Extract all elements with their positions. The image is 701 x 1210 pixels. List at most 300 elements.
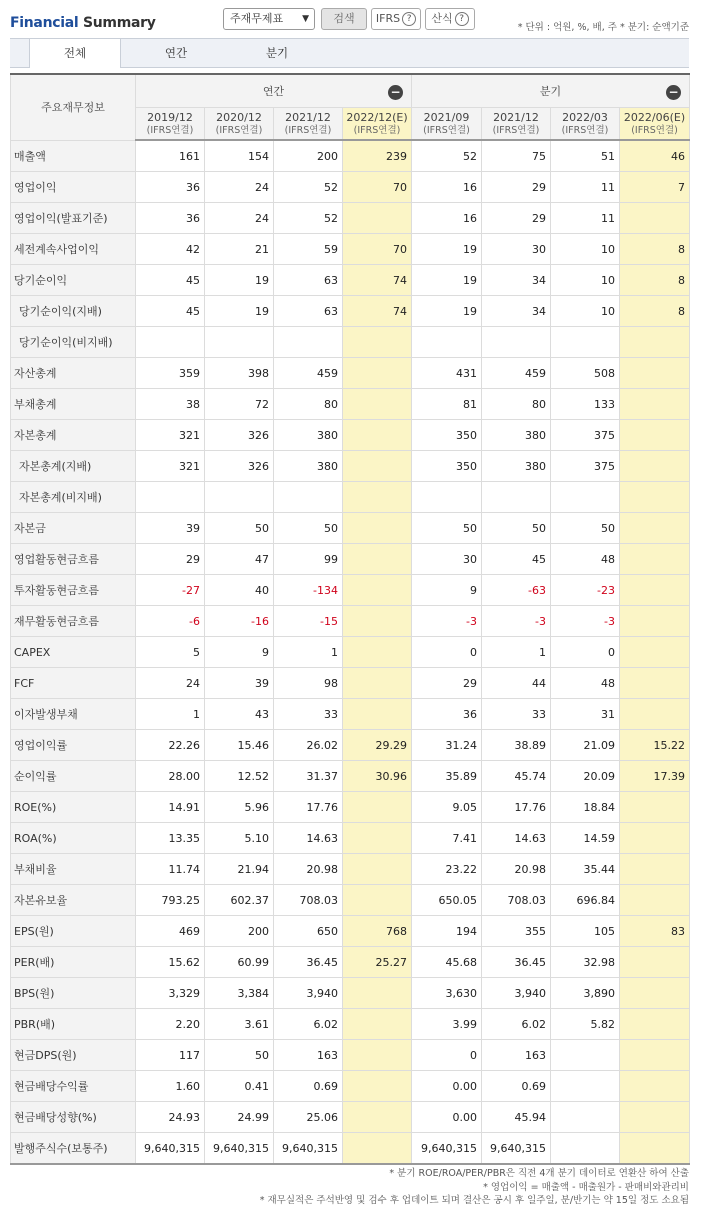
table-cell [551,482,620,513]
table-cell: 3,630 [412,978,482,1009]
table-cell: 708.03 [482,885,551,916]
table-cell [551,1133,620,1165]
table-cell: 19 [412,265,482,296]
row-label: 영업이익(발표기준) [11,203,136,234]
table-cell [620,451,690,482]
row-label: 당기순이익(지배) [11,296,136,327]
row-label: FCF [11,668,136,699]
table-row [11,699,690,730]
table-cell: 161 [136,140,205,172]
period-header [136,108,205,141]
table-cell [620,885,690,916]
period-header [620,108,690,141]
row-label: 영업활동현금흐름 [11,544,136,575]
period-header [412,108,482,141]
row-label: 자본총계(지배) [11,451,136,482]
table-row [11,730,690,761]
table-cell: 26.02 [274,730,343,761]
table-cell: 359 [136,358,205,389]
table-cell [482,327,551,358]
table-cell [343,327,412,358]
table-row [11,1071,690,1102]
table-cell: 793.25 [136,885,205,916]
table-cell: 10 [551,265,620,296]
table-cell [343,792,412,823]
table-cell: 239 [343,140,412,172]
table-cell: 10 [551,296,620,327]
table-cell: 19 [412,296,482,327]
table-row [11,327,690,358]
table-cell: 398 [205,358,274,389]
table-cell [343,544,412,575]
table-cell [343,854,412,885]
table-cell: 321 [136,451,205,482]
table-cell: 24 [205,172,274,203]
table-cell [343,420,412,451]
table-cell: 15.46 [205,730,274,761]
row-label: CAPEX [11,637,136,668]
table-cell: 63 [274,265,343,296]
table-cell [620,823,690,854]
table-cell: 380 [482,451,551,482]
table-cell: 59 [274,234,343,265]
table-cell: 19 [205,265,274,296]
period-date: 2022/12(E) [346,110,408,124]
search-button[interactable]: 검색 [321,8,367,30]
formula-label: 산식 [431,12,453,25]
table-cell: 24.99 [205,1102,274,1133]
table-cell: 20.09 [551,761,620,792]
table-cell: 19 [205,296,274,327]
table-cell: 355 [482,916,551,947]
table-cell: -6 [136,606,205,637]
table-body [11,140,690,1164]
table-cell: 20.98 [482,854,551,885]
table-cell: -134 [274,575,343,606]
table-cell [620,978,690,1009]
table-cell: 74 [343,265,412,296]
table-cell: 21 [205,234,274,265]
table-cell: 43 [205,699,274,730]
table-cell: 3,384 [205,978,274,1009]
table-cell [620,482,690,513]
table-cell [620,1040,690,1071]
table-cell: 768 [343,916,412,947]
table-row [11,420,690,451]
table-cell: 321 [136,420,205,451]
table-cell: 29 [482,203,551,234]
table-row [11,544,690,575]
table-cell [620,1133,690,1165]
table-cell [274,482,343,513]
table-cell: -15 [274,606,343,637]
top-bar [0,0,701,38]
table-cell: 163 [274,1040,343,1071]
table-cell: 98 [274,668,343,699]
table-cell: 469 [136,916,205,947]
table-cell: 34 [482,296,551,327]
table-cell [551,1040,620,1071]
table-row [11,606,690,637]
table-cell: 33 [274,699,343,730]
table-cell: 36 [136,203,205,234]
table-cell [620,513,690,544]
period-header [343,108,412,141]
table-cell: 3,940 [274,978,343,1009]
table-cell: 602.37 [205,885,274,916]
table-cell: 133 [551,389,620,420]
table-cell: 30 [412,544,482,575]
table-row [11,172,690,203]
title-summary: Summary [82,15,156,31]
row-label: 자본금 [11,513,136,544]
table-cell: 42 [136,234,205,265]
table-cell: 31 [551,699,620,730]
table-cell: 19 [412,234,482,265]
table-cell: 29 [136,544,205,575]
collapse-annual-icon[interactable]: − [388,85,403,100]
table-cell [620,203,690,234]
table-row [11,1009,690,1040]
table-cell [620,854,690,885]
row-label: 부채총계 [11,389,136,420]
table-cell: 32.98 [551,947,620,978]
table-cell [136,327,205,358]
table-cell [343,1133,412,1165]
table-cell: 1 [482,637,551,668]
table-cell: 51 [551,140,620,172]
table-cell: 50 [205,1040,274,1071]
table-cell: 7 [620,172,690,203]
statement-type-value: 주재무제표 [230,12,284,25]
table-cell: 45 [136,296,205,327]
table-cell: 35.89 [412,761,482,792]
table-cell: 30 [482,234,551,265]
table-cell: 6.02 [482,1009,551,1040]
table-cell: 1 [136,699,205,730]
period-header [274,108,343,141]
table-cell: 48 [551,544,620,575]
table-cell: 63 [274,296,343,327]
row-label: 재무활동현금흐름 [11,606,136,637]
table-cell [620,420,690,451]
table-cell: -3 [551,606,620,637]
period-basis: (IFRS연결) [146,124,194,136]
table-cell [412,327,482,358]
period-basis: (IFRS연결) [492,124,540,136]
table-cell [274,327,343,358]
table-cell: 0.69 [482,1071,551,1102]
table-cell [343,668,412,699]
table-cell: 18.84 [551,792,620,823]
table-cell [343,1040,412,1071]
table-row [11,1102,690,1133]
table-cell: 431 [412,358,482,389]
table-cell: 459 [482,358,551,389]
tab-all[interactable]: 전체 [29,39,121,68]
table-cell [343,978,412,1009]
table-row [11,482,690,513]
table-cell: 0.69 [274,1071,343,1102]
row-label: BPS(원) [11,978,136,1009]
table-cell: 9.05 [412,792,482,823]
table-cell: 50 [551,513,620,544]
table-cell: 459 [274,358,343,389]
table-cell: 17.39 [620,761,690,792]
row-label: 현금배당성향(%) [11,1102,136,1133]
table-cell [343,1071,412,1102]
period-basis: (IFRS연결) [215,124,263,136]
table-cell: 194 [412,916,482,947]
table-cell: 31.37 [274,761,343,792]
table-cell: 28.00 [136,761,205,792]
table-cell: 13.35 [136,823,205,854]
table-cell [551,327,620,358]
table-cell: 650.05 [412,885,482,916]
period-basis: (IFRS연결) [353,124,401,136]
table-cell: 9,640,315 [205,1133,274,1165]
table-cell: 0 [551,637,620,668]
table-cell: 50 [482,513,551,544]
chevron-down-icon: ▼ [302,14,309,24]
table-cell: 30.96 [343,761,412,792]
table-cell: -63 [482,575,551,606]
table-cell [343,699,412,730]
table-cell [343,203,412,234]
row-label: 자본총계(비지배) [11,482,136,513]
table-row [11,823,690,854]
table-cell: 44 [482,668,551,699]
table-cell: 11 [551,172,620,203]
table-cell: 50 [205,513,274,544]
formula-help-button[interactable] [425,8,475,30]
ifrs-help-button[interactable] [371,8,421,30]
table-cell [620,544,690,575]
table-cell: 45 [482,544,551,575]
table-cell: 375 [551,420,620,451]
table-cell [343,482,412,513]
table-row [11,265,690,296]
table-cell: 22.26 [136,730,205,761]
table-cell: 72 [205,389,274,420]
table-cell [343,389,412,420]
table-row [11,916,690,947]
row-label: ROE(%) [11,792,136,823]
table-cell: 70 [343,234,412,265]
table-cell: 9 [412,575,482,606]
table-cell: 60.99 [205,947,274,978]
row-label: 영업이익 [11,172,136,203]
table-row [11,203,690,234]
table-cell: 36.45 [274,947,343,978]
table-cell: 39 [136,513,205,544]
table-cell: 80 [274,389,343,420]
footnotes [260,1167,689,1208]
statement-type-select[interactable] [223,8,315,30]
table-cell: 9,640,315 [482,1133,551,1165]
table-row [11,513,690,544]
table-cell [343,885,412,916]
table-cell: 52 [274,203,343,234]
table-row [11,234,690,265]
table-cell [620,575,690,606]
table-cell: 45.94 [482,1102,551,1133]
financial-summary-table [10,73,690,1165]
table-row [11,854,690,885]
table-cell: 375 [551,451,620,482]
row-label: PBR(배) [11,1009,136,1040]
table-cell: 14.91 [136,792,205,823]
table-row [11,451,690,482]
row-label: 영업이익률 [11,730,136,761]
table-row [11,575,690,606]
table-cell: 21.94 [205,854,274,885]
table-cell: 47 [205,544,274,575]
table-cell: 14.59 [551,823,620,854]
table-cell: 75 [482,140,551,172]
table-cell: 38 [136,389,205,420]
table-cell: 0 [412,637,482,668]
row-label: 현금배당수익률 [11,1071,136,1102]
table-cell: 1.60 [136,1071,205,1102]
row-label: EPS(원) [11,916,136,947]
row-label: ROA(%) [11,823,136,854]
table-cell: 0.00 [412,1102,482,1133]
table-row [11,978,690,1009]
table-row [11,140,690,172]
table-cell [343,358,412,389]
table-cell [343,1009,412,1040]
table-cell: -23 [551,575,620,606]
help-icon: ? [455,12,469,26]
table-row [11,947,690,978]
table-cell: 81 [412,389,482,420]
row-label: 순이익률 [11,761,136,792]
table-cell [343,606,412,637]
table-cell: 380 [482,420,551,451]
table-cell: 80 [482,389,551,420]
table-cell: 696.84 [551,885,620,916]
table-cell: 508 [551,358,620,389]
table-cell: 12.52 [205,761,274,792]
row-label: 이자발생부채 [11,699,136,730]
table-cell [620,699,690,730]
table-cell: 45.74 [482,761,551,792]
row-label: 현금DPS(원) [11,1040,136,1071]
table-cell [620,947,690,978]
table-cell: 38.89 [482,730,551,761]
table-cell: 380 [274,451,343,482]
table-cell [551,1102,620,1133]
table-cell: 3,329 [136,978,205,1009]
section-title [10,15,156,31]
table-cell: 11.74 [136,854,205,885]
table-cell: 25.27 [343,947,412,978]
table-cell [620,358,690,389]
table-cell: -3 [412,606,482,637]
row-label: 투자활동현금흐름 [11,575,136,606]
table-cell: 74 [343,296,412,327]
table-cell [343,451,412,482]
table-cell: 5.82 [551,1009,620,1040]
table-cell: 70 [343,172,412,203]
table-row [11,792,690,823]
table-cell: 29 [412,668,482,699]
table-row [11,637,690,668]
table-cell: 8 [620,234,690,265]
table-cell: -27 [136,575,205,606]
period-date: 2021/09 [423,110,470,124]
table-cell: 200 [274,140,343,172]
tab-annual[interactable]: 연간 [164,46,188,60]
table-cell: 11 [551,203,620,234]
group-quarter-header [412,74,690,108]
period-date: 2022/06(E) [623,110,686,124]
row-label: 매출액 [11,140,136,172]
table-cell: 50 [274,513,343,544]
tab-quarterly[interactable]: 분기 [265,46,289,60]
table-row [11,1133,690,1165]
period-basis: (IFRS연결) [284,124,332,136]
row-label: 자본유보율 [11,885,136,916]
unit-note: * 단위 : 억원, %, 배, 주 * 분기: 순액기준 [517,22,689,33]
table-cell: 21.09 [551,730,620,761]
table-cell [205,327,274,358]
table-cell: 14.63 [482,823,551,854]
row-label: 발행주식수(보통주) [11,1133,136,1165]
row-label: 당기순이익 [11,265,136,296]
table-cell [482,482,551,513]
table-row [11,296,690,327]
footnote: * 재무실적은 주석반영 및 검수 후 업데이트 되며 결산은 공시 후 일주일, 분/반기는 약 15일 정도 소요됨 [259,1195,689,1206]
table-cell: 50 [412,513,482,544]
table-cell: 23.22 [412,854,482,885]
table-cell: 117 [136,1040,205,1071]
table-cell: 5.10 [205,823,274,854]
table-cell [620,389,690,420]
table-cell: 326 [205,451,274,482]
table-cell: 6.02 [274,1009,343,1040]
table-cell: 350 [412,420,482,451]
table-cell: 36.45 [482,947,551,978]
table-cell: 36 [412,699,482,730]
collapse-quarter-icon[interactable]: − [666,85,681,100]
table-cell: 0.41 [205,1071,274,1102]
table-cell [551,1071,620,1102]
table-cell: 24 [205,203,274,234]
table-cell: 708.03 [274,885,343,916]
table-cell: 52 [274,172,343,203]
table-cell: 8 [620,265,690,296]
table-cell: 29 [482,172,551,203]
period-basis: (IFRS연결) [561,124,609,136]
table-cell: -3 [482,606,551,637]
table-cell [620,1102,690,1133]
table-cell: 2.20 [136,1009,205,1040]
row-label: PER(배) [11,947,136,978]
table-cell: 380 [274,420,343,451]
table-cell [620,1071,690,1102]
table-cell [620,606,690,637]
help-icon: ? [402,12,416,26]
table-row [11,761,690,792]
table-cell: 3,890 [551,978,620,1009]
table-cell: 17.76 [274,792,343,823]
table-cell: 0 [412,1040,482,1071]
table-cell [412,482,482,513]
table-cell: 9 [205,637,274,668]
table-cell: 29.29 [343,730,412,761]
